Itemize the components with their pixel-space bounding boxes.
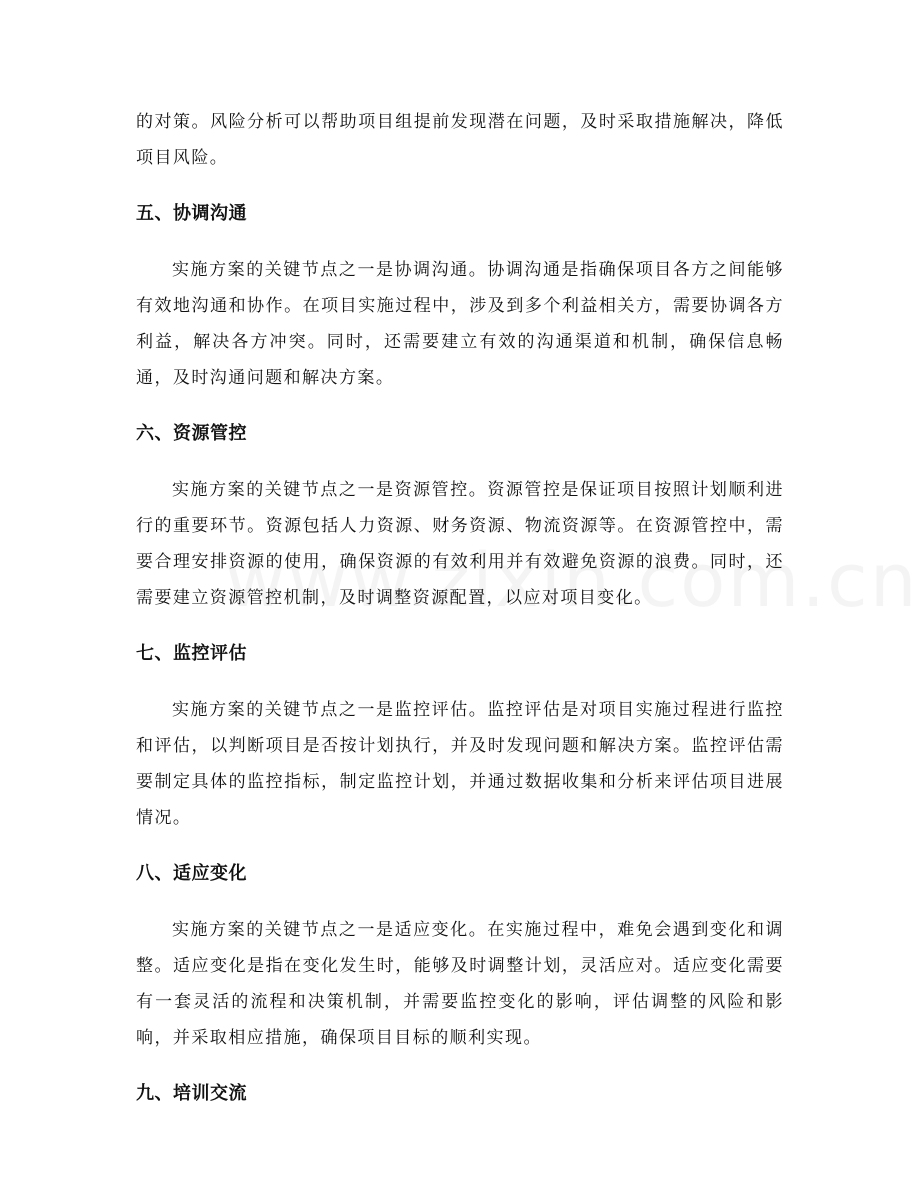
intro-paragraph: 的对策。风险分析可以帮助项目组提前发现潜在问题，及时采取措施解决，降低项目风险。 [136,112,784,168]
section-heading-8: 八、适应变化 [136,863,247,884]
document-body [136,104,784,1112]
section-body-5: 实施方案的关键节点之一是协调沟通。协调沟通是指确保项目各方之间能够有效地沟通和协作。在项目实施过程中，涉及到多个利益相关方，需要协调各方利益，解决各方冲突。同时，还需要建立有效的沟通渠道和机制，确保信息畅通，及时沟通问题和解决方案。 [136,260,784,388]
section-body-8: 实施方案的关键节点之一是适应变化。在实施过程中，难免会遇到变化和调整。适应变化是指在变化发生时，能够及时调整计划，灵活应对。适应变化需要有一套灵活的流程和决策机制，并需要监控变化的影响，评估调整的风险和影响，并采取相应措施，确保项目目标的顺利实现。 [136,920,784,1048]
section-heading-7: 七、监控评估 [136,643,247,664]
section-heading-5: 五、协调沟通 [136,203,247,224]
section-heading-6: 六、资源管控 [136,423,247,444]
section-heading-9: 九、培训交流 [136,1083,247,1104]
section-body-6: 实施方案的关键节点之一是资源管控。资源管控是保证项目按照计划顺利进行的重要环节。资源包括人力资源、财务资源、物流资源等。在资源管控中，需要合理安排资源的使用，确保资源的有效利用并有效避免资源的浪费。同时，还需要建立资源管控机制，及时调整资源配置，以应对项目变化。 [136,480,784,608]
section-body-7: 实施方案的关键节点之一是监控评估。监控评估是对项目实施过程进行监控和评估，以判断项目是否按计划执行，并及时发现问题和解决方案。监控评估需要制定具体的监控指标，制定监控计划，并通过数据收集和分析来评估项目进展情况。 [136,700,784,828]
